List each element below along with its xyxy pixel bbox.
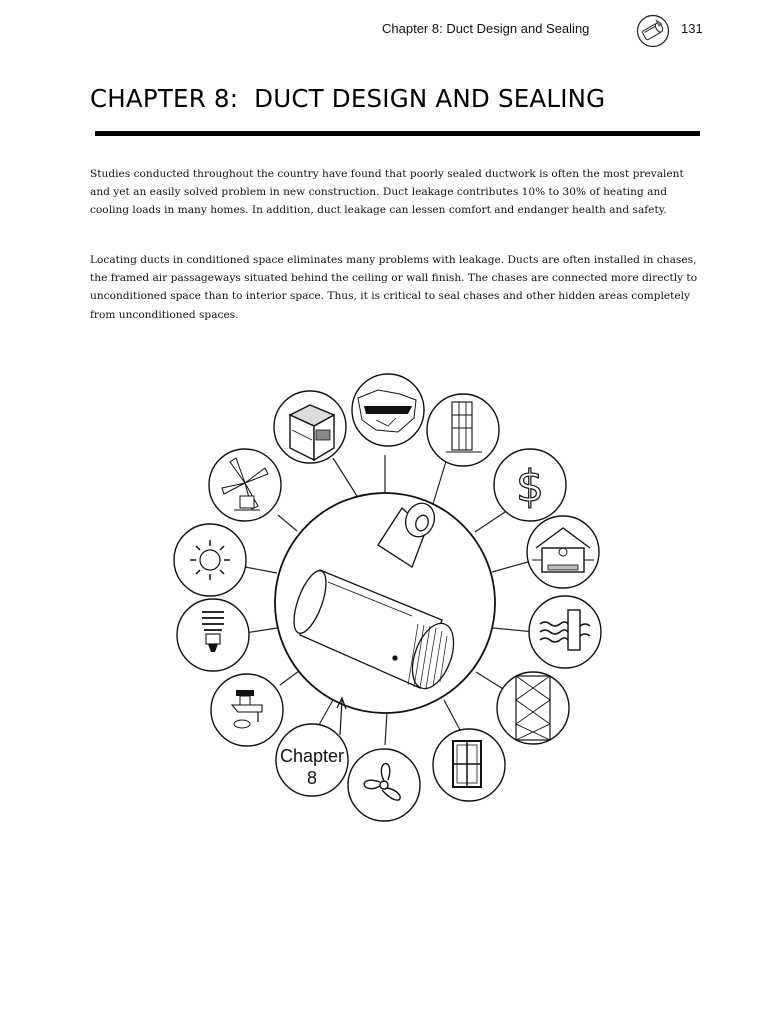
svg-text:$: $ xyxy=(516,461,544,512)
light-bulb-icon xyxy=(177,599,249,671)
intro-paragraph: Studies conducted throughout the country have found that poorly sealed ductwork is often the most prevalent and yet an easily solved problem in new construction. Duct leakage contributes 10% to 30% of heating and cooling loads in many homes. In addition, duct leakage can lessen comfort and endanger health and safety. xyxy=(90,168,684,217)
chapter-badge-word: Chapter xyxy=(279,746,345,766)
house-section-icon xyxy=(527,516,599,588)
filing-cabinet-icon xyxy=(274,391,346,463)
duct-tape-roll-icon xyxy=(636,14,670,48)
title-rule xyxy=(95,131,700,136)
sun-icon xyxy=(174,524,246,596)
windmill-icon xyxy=(209,449,281,521)
fan-icon xyxy=(348,749,420,821)
chapter-8-badge xyxy=(276,724,348,796)
us-climate-map-icon xyxy=(352,374,424,446)
chapter-badge-number: 8 xyxy=(306,768,318,788)
wall-framing-icon xyxy=(427,394,499,466)
dollar-sign-icon xyxy=(494,449,566,521)
chapter-title: CHAPTER 8: DUCT DESIGN AND SEALING xyxy=(90,84,606,113)
water-heater-faucet-icon xyxy=(211,674,283,746)
running-head: Chapter 8: Duct Design and Sealing xyxy=(382,21,590,36)
page-number: 131 xyxy=(681,21,703,36)
chapter-wheel-diagram xyxy=(150,360,620,830)
air-leakage-icon xyxy=(529,596,601,668)
insulation-batt-icon xyxy=(497,672,569,744)
window-icon xyxy=(433,729,505,801)
ducts-paragraph: Locating ducts in conditioned space eliminates many problems with leakage. Ducts are often installed in chases, the framed air passageways situated behind the ceiling or wall finish. The chases are connected more directly to unconditioned space than to interior space. Thus, it is critical to seal chases and other hidden areas completely from unconditioned spaces. xyxy=(90,254,698,321)
